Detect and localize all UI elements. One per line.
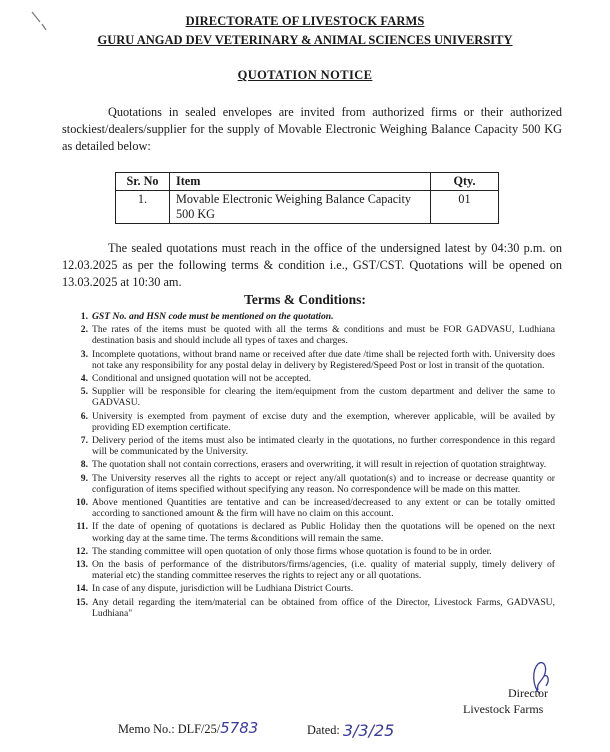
cell-qty: 01 — [431, 191, 499, 224]
submission-paragraph: The sealed quotations must reach in the office of the undersigned latest by 04:30 p.m. on 12.03.2025 as per the following terms & condition i.e., GST/CST. Quotations will be opened on 13.03.2025 at 10:30 am. — [62, 241, 562, 289]
memo-label: Memo No.: DLF/25/ — [118, 722, 221, 736]
signatory-office: Livestock Farms — [463, 702, 544, 716]
signatory-title: Director — [508, 686, 548, 700]
list-item: 4. Conditional and unsigned quotation will not be accepted. — [80, 373, 312, 385]
list-item: 15. Any detail regarding the item/material can be obtained from office of the Director, Livestock Farms, GADVASU, Ludhiana" — [76, 596, 555, 619]
column-header-qty: Qty. — [431, 173, 499, 191]
terms-heading: Terms & Conditions: — [244, 292, 366, 307]
list-item: 1. GST No. and HSN code must be mentioned on the quotation. — [80, 311, 334, 322]
column-header-sr: Sr. No — [116, 173, 170, 191]
list-item: 7. Delivery period of the items must also be intimated clearly in the quotations, no further correspondence in this regard will be communicated by the University. — [80, 435, 555, 458]
list-item: 10. Above mentioned Quantities are tentative and can be increased/decreased to any extent or can be totally omitted according to sanctioned amount & the firm will have no claim on this account. — [76, 497, 555, 520]
dated-handwritten-value: 3/3/25 — [342, 721, 395, 740]
cell-sr: 1. — [116, 191, 170, 224]
date-field — [307, 719, 394, 738]
notice-title: QUOTATION NOTICE — [237, 68, 373, 82]
university-heading: GURU ANGAD DEV VETERINARY & ANIMAL SCIENCES UNIVERSITY — [97, 33, 513, 47]
list-item: 3. Incomplete quotations, without brand name or received after due date /time shall be rejected forth with. University does not take any responsibility for any postal delay in delivery by Registered/Speed Post or lost in transit of the quotation. — [80, 348, 555, 371]
table-header-row — [116, 173, 499, 191]
list-item: 6. University is exempted from payment of excise duty and the exemption, wherever applicable, will be availed by providing ED exemption certificate. — [80, 410, 555, 433]
dated-label: Dated: — [307, 723, 340, 737]
list-item: 2. The rates of the items must be quoted with all the terms & conditions and must be FOR GADVASU, Ludhiana destination basis and should include all types of taxes and charges. — [80, 324, 555, 347]
list-item: 14. In case of any dispute, jurisdiction will be Ludhiana District Courts. — [76, 583, 354, 595]
list-item: 13. On the basis of performance of the distributors/firms/agencies, (i.e. quality of material supply, timely delivery of material etc) the standing committee reserves the rights to reject any or all quotations. — [76, 559, 555, 582]
directorate-heading: DIRECTORATE OF LIVESTOCK FARMS — [185, 14, 425, 28]
items-table — [115, 172, 499, 224]
list-item: 11. If the date of opening of quotations is declared as Public Holiday then the quotations will be opened on the next working day at the same time. The terms &conditions will remain the same. — [76, 521, 555, 544]
intro-paragraph: Quotations in sealed envelopes are invited from authorized firms or their authorized stockiest/dealers/supplier for the supply of Movable Electronic Weighing Balance Capacity 500 KG as detailed below: — [62, 105, 562, 153]
list-item: 5. Supplier will be responsible for clearing the item/equipment from the custom department and deliver the same to GADVASU. — [80, 386, 555, 409]
terms-list — [76, 311, 555, 621]
table-row — [116, 191, 499, 224]
memo-handwritten-number: 5783 — [220, 719, 259, 737]
list-item: 12. The standing committee will open quotation of only those firms whose quotation is found to be in order. — [76, 545, 492, 557]
column-header-item: Item — [170, 173, 431, 191]
list-item: 8. The quotation shall not contain corrections, erasers and overwriting, it will result in rejection of quotation straightway. — [80, 459, 547, 471]
memo-number — [118, 719, 258, 737]
list-item: 9. The University reserves all the rights to accept or reject any/all quotation(s) and to increase or decrease quantity or configuration of items specified without specifying any reason. No correspondence will be made on this matter. — [80, 472, 555, 495]
cell-item: Movable Electronic Weighing Balance Capacity 500 KG — [170, 191, 431, 224]
